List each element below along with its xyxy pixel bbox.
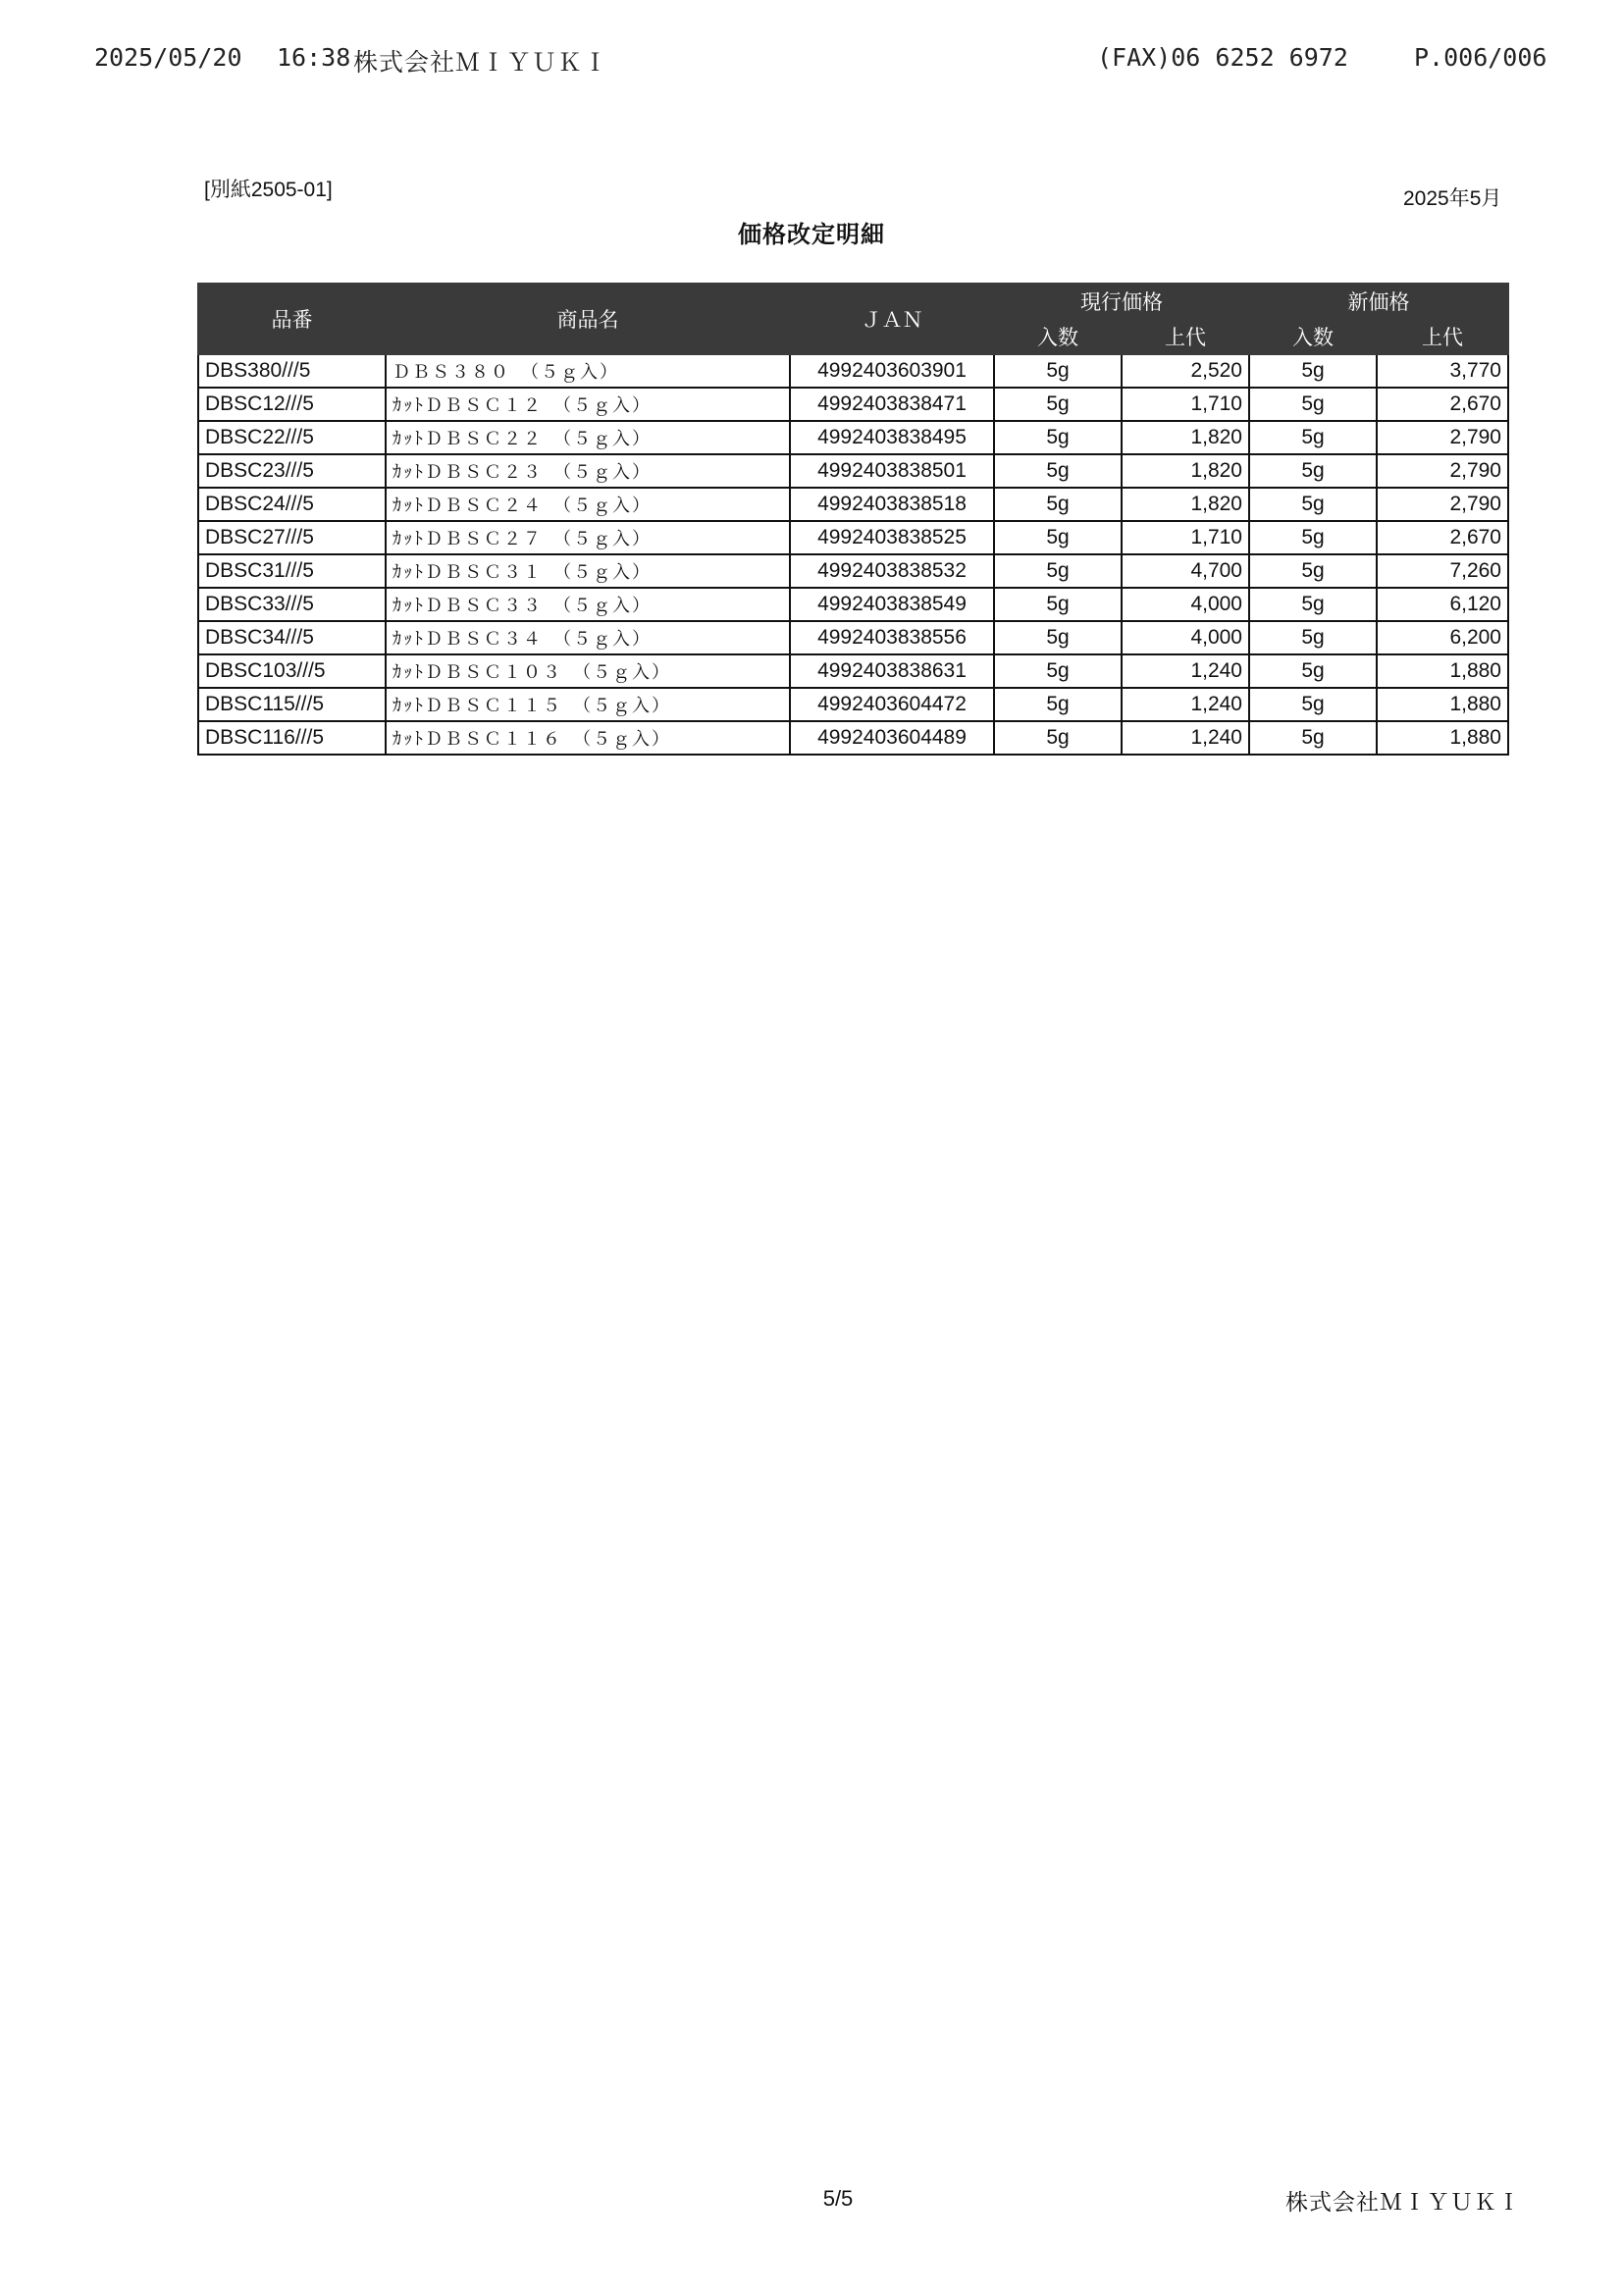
cell-product-name: ｶｯﾄＤＢＳＣ３３ （５ｇ入） xyxy=(386,588,790,621)
cell-current-quantity: 5g xyxy=(994,388,1122,421)
cell-jan: 4992403603901 xyxy=(790,354,994,388)
cell-new-quantity: 5g xyxy=(1249,654,1377,688)
footer-company: 株式会社ＭＩＹＵＫＩ xyxy=(1285,2189,1521,2215)
cell-jan: 4992403838518 xyxy=(790,488,994,521)
cell-code: DBSC116///5 xyxy=(198,721,386,755)
cell-current-quantity: 5g xyxy=(994,521,1122,554)
cell-current-quantity: 5g xyxy=(994,354,1122,388)
fax-time: 16:38 xyxy=(277,43,351,72)
cell-product-name: ｶｯﾄＤＢＳＣ２３ （５ｇ入） xyxy=(386,454,790,488)
header-code: 品番 xyxy=(198,284,386,354)
document-reference: [別紙2505-01] xyxy=(204,179,333,201)
cell-current-retail: 2,520 xyxy=(1122,354,1249,388)
cell-code: DBSC103///5 xyxy=(198,654,386,688)
footer-page-number: 5/5 xyxy=(822,2186,854,2211)
table-row xyxy=(198,354,1508,388)
cell-new-retail: 7,260 xyxy=(1377,554,1508,588)
cell-code: DBSC34///5 xyxy=(198,621,386,654)
cell-product-name: ｶｯﾄＤＢＳＣ１１６ （５ｇ入） xyxy=(386,721,790,755)
cell-jan: 4992403838495 xyxy=(790,421,994,454)
cell-product-name: ｶｯﾄＤＢＳＣ１２ （５ｇ入） xyxy=(386,388,790,421)
cell-current-retail: 1,240 xyxy=(1122,721,1249,755)
document-title: 価格改定明細 xyxy=(738,222,885,248)
table-row xyxy=(198,488,1508,521)
cell-new-quantity: 5g xyxy=(1249,588,1377,621)
cell-current-quantity: 5g xyxy=(994,588,1122,621)
table-row xyxy=(198,521,1508,554)
cell-current-retail: 4,000 xyxy=(1122,621,1249,654)
cell-new-retail: 2,790 xyxy=(1377,488,1508,521)
cell-current-quantity: 5g xyxy=(994,721,1122,755)
cell-new-quantity: 5g xyxy=(1249,354,1377,388)
cell-new-retail: 1,880 xyxy=(1377,721,1508,755)
header-current-quantity: 入数 xyxy=(994,319,1122,354)
table-row xyxy=(198,421,1508,454)
cell-code: DBSC23///5 xyxy=(198,454,386,488)
cell-new-retail: 6,200 xyxy=(1377,621,1508,654)
cell-new-retail: 1,880 xyxy=(1377,688,1508,721)
cell-jan: 4992403838556 xyxy=(790,621,994,654)
cell-new-quantity: 5g xyxy=(1249,421,1377,454)
cell-product-name: ｶｯﾄＤＢＳＣ３１ （５ｇ入） xyxy=(386,554,790,588)
header-new-quantity: 入数 xyxy=(1249,319,1377,354)
cell-current-quantity: 5g xyxy=(994,454,1122,488)
fax-transmission-header xyxy=(94,43,1546,82)
cell-new-retail: 2,670 xyxy=(1377,388,1508,421)
cell-current-retail: 1,710 xyxy=(1122,388,1249,421)
cell-code: DBSC31///5 xyxy=(198,554,386,588)
price-revision-table xyxy=(197,283,1509,756)
cell-current-quantity: 5g xyxy=(994,688,1122,721)
cell-new-quantity: 5g xyxy=(1249,488,1377,521)
cell-current-retail: 1,240 xyxy=(1122,654,1249,688)
fax-date: 2025/05/20 xyxy=(94,43,242,72)
cell-new-quantity: 5g xyxy=(1249,721,1377,755)
cell-jan: 4992403604489 xyxy=(790,721,994,755)
cell-current-retail: 4,700 xyxy=(1122,554,1249,588)
cell-code: DBSC115///5 xyxy=(198,688,386,721)
table-header-row xyxy=(198,284,1508,319)
cell-current-retail: 1,820 xyxy=(1122,454,1249,488)
cell-new-retail: 2,790 xyxy=(1377,421,1508,454)
cell-code: DBSC27///5 xyxy=(198,521,386,554)
header-new-retail: 上代 xyxy=(1377,319,1508,354)
cell-new-quantity: 5g xyxy=(1249,554,1377,588)
cell-jan: 4992403838525 xyxy=(790,521,994,554)
cell-product-name: ｶｯﾄＤＢＳＣ２２ （５ｇ入） xyxy=(386,421,790,454)
cell-current-retail: 1,820 xyxy=(1122,421,1249,454)
cell-current-retail: 1,710 xyxy=(1122,521,1249,554)
document-date: 2025年5月 xyxy=(1403,187,1502,210)
table-row xyxy=(198,688,1508,721)
table-row xyxy=(198,654,1508,688)
header-name: 商品名 xyxy=(386,284,790,354)
cell-product-name: ｶｯﾄＤＢＳＣ１１５ （５ｇ入） xyxy=(386,688,790,721)
cell-code: DBSC12///5 xyxy=(198,388,386,421)
cell-product-name: ｶｯﾄＤＢＳＣ２４ （５ｇ入） xyxy=(386,488,790,521)
cell-current-retail: 4,000 xyxy=(1122,588,1249,621)
cell-product-name: ｶｯﾄＤＢＳＣ１０３ （５ｇ入） xyxy=(386,654,790,688)
cell-code: DBSC24///5 xyxy=(198,488,386,521)
cell-new-quantity: 5g xyxy=(1249,688,1377,721)
cell-current-quantity: 5g xyxy=(994,554,1122,588)
table-row xyxy=(198,721,1508,755)
cell-new-quantity: 5g xyxy=(1249,388,1377,421)
table-row xyxy=(198,554,1508,588)
cell-new-retail: 3,770 xyxy=(1377,354,1508,388)
header-jan: ＪＡＮ xyxy=(790,284,994,354)
cell-current-quantity: 5g xyxy=(994,421,1122,454)
cell-new-retail: 6,120 xyxy=(1377,588,1508,621)
table-row xyxy=(198,454,1508,488)
cell-new-retail: 2,670 xyxy=(1377,521,1508,554)
cell-jan: 4992403838532 xyxy=(790,554,994,588)
fax-sender-company: 株式会社ＭＩＹＵＫＩ xyxy=(353,48,609,77)
cell-product-name: ｶｯﾄＤＢＳＣ３４ （５ｇ入） xyxy=(386,621,790,654)
cell-jan: 4992403604472 xyxy=(790,688,994,721)
cell-jan: 4992403838501 xyxy=(790,454,994,488)
table-row xyxy=(198,388,1508,421)
table-body xyxy=(198,354,1508,755)
table-row xyxy=(198,588,1508,621)
cell-product-name: ｶｯﾄＤＢＳＣ２７ （５ｇ入） xyxy=(386,521,790,554)
cell-jan: 4992403838549 xyxy=(790,588,994,621)
cell-current-retail: 1,820 xyxy=(1122,488,1249,521)
cell-code: DBS380///5 xyxy=(198,354,386,388)
cell-jan: 4992403838471 xyxy=(790,388,994,421)
fax-page-number: P.006/006 xyxy=(1414,43,1547,72)
cell-new-quantity: 5g xyxy=(1249,621,1377,654)
cell-product-name: ＤＢＳ３８０ （５ｇ入） xyxy=(386,354,790,388)
cell-new-retail: 2,790 xyxy=(1377,454,1508,488)
header-current-retail: 上代 xyxy=(1122,319,1249,354)
cell-new-quantity: 5g xyxy=(1249,454,1377,488)
cell-current-retail: 1,240 xyxy=(1122,688,1249,721)
header-new-price: 新価格 xyxy=(1249,284,1508,319)
cell-current-quantity: 5g xyxy=(994,621,1122,654)
cell-new-retail: 1,880 xyxy=(1377,654,1508,688)
header-current-price: 現行価格 xyxy=(994,284,1249,319)
cell-current-quantity: 5g xyxy=(994,654,1122,688)
cell-jan: 4992403838631 xyxy=(790,654,994,688)
fax-number: (FAX)06 6252 6972 xyxy=(1097,43,1348,72)
cell-code: DBSC22///5 xyxy=(198,421,386,454)
cell-code: DBSC33///5 xyxy=(198,588,386,621)
table-row xyxy=(198,621,1508,654)
cell-current-quantity: 5g xyxy=(994,488,1122,521)
cell-new-quantity: 5g xyxy=(1249,521,1377,554)
